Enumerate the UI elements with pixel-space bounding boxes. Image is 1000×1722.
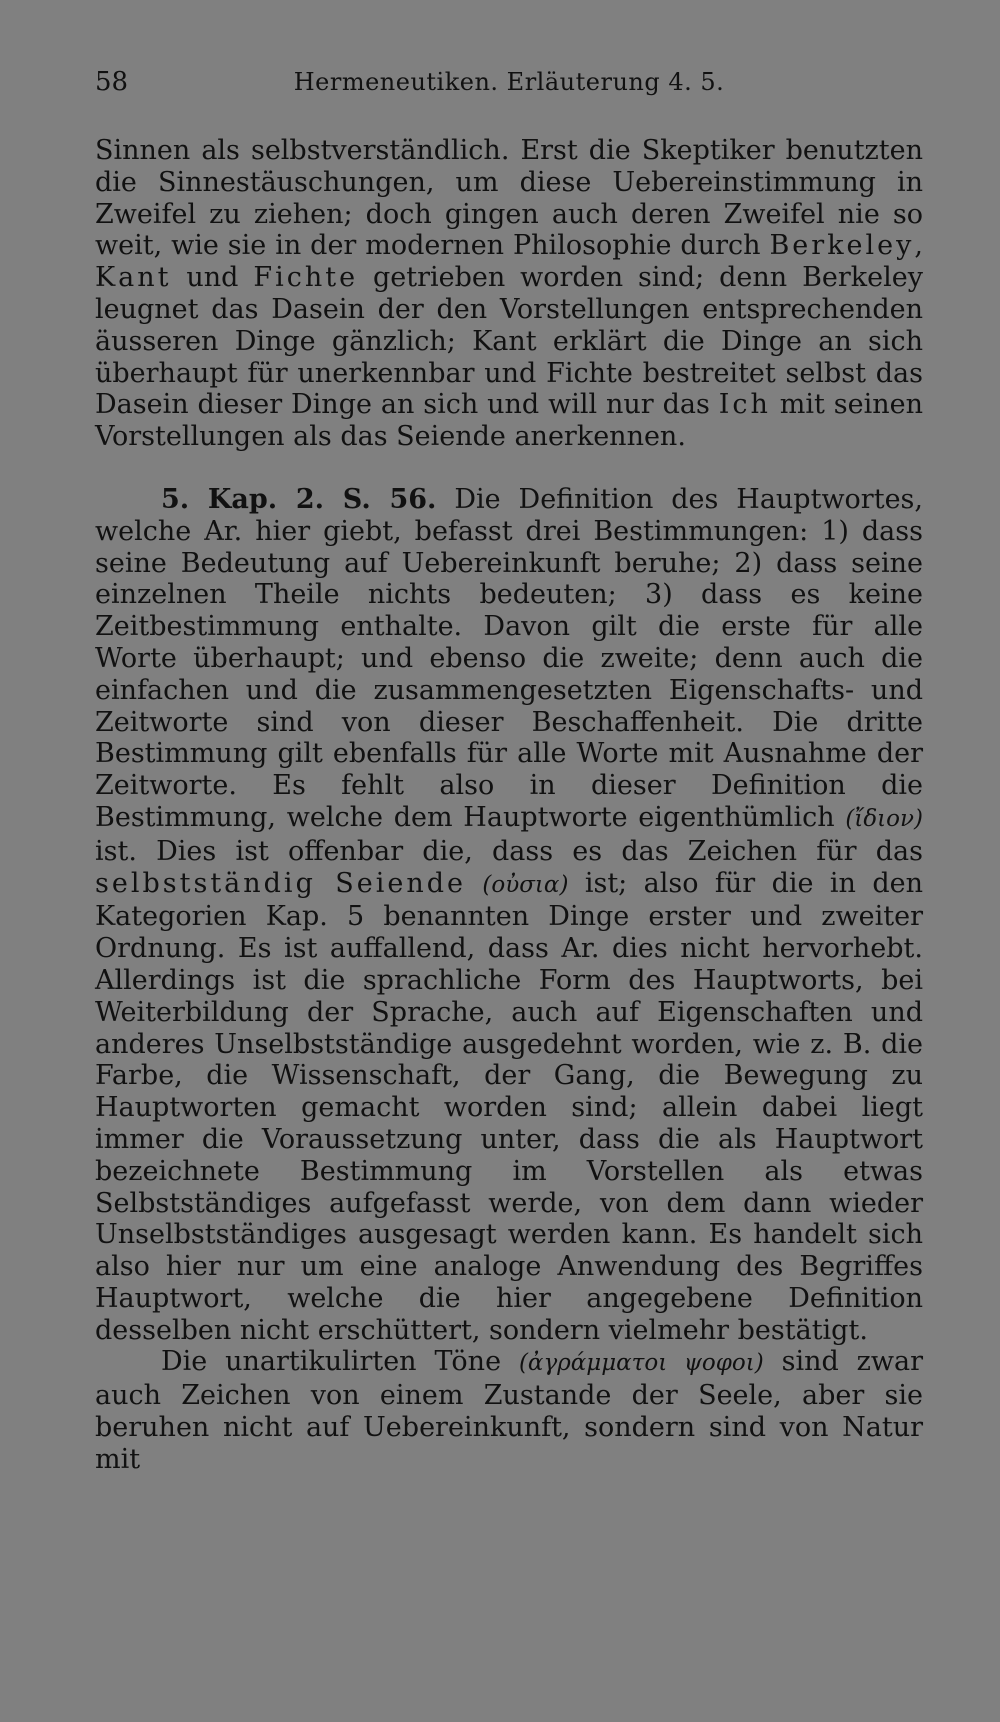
text-run: und: [171, 262, 254, 294]
greek-term-ousia: (οὐσια): [482, 871, 569, 898]
text-run: ,: [914, 230, 923, 262]
paragraph-1: [95, 135, 923, 453]
body-text: [95, 135, 923, 1476]
text-run: mit seinen Vorstellungen als das Seiende anerkennen.: [95, 389, 923, 453]
header-title: Hermeneutiken. Erläuterung 4. 5.: [293, 68, 725, 96]
text-run: Die Definition des Hauptwortes, welche Ar. hier giebt, befasst drei Bestimmungen: 1) dass seine Bedeutung auf Uebereinkunft beruhe; 2) dass seine einzelnen Theile nichts bedeuten; 3) dass es keine Zeitbestimmung enthalte. Davon gilt die erste für alle Worte überhaupt; und ebenso die zweite; denn auch die einfachen und die zusammengesetzten Eigenschafts- und Zeitworte sind von dieser Beschaffenheit. Die dritte Bestimmung gilt ebenfalls für alle Worte mit Ausnahme der Zeitworte. Es fehlt also in dieser Definition die Bestimmung, welche dem Hauptworte eigenthümlich: [95, 483, 923, 833]
page-number: 58: [95, 67, 129, 97]
text-run: ist; also für die in den Kategorien Kap. 5 benannten Dinge erster und zweiter Ordnung. Es ist auffallend, dass Ar. dies nicht hervorhebt. Allerdings ist die sprachliche Form des Hauptworts, bei Weiterbildung der Sprache, auch auf Eigenschaften und anderes Unselbstständige ausgedehnt worden, wie z. B. die Farbe, die Wissenschaft, der Gang, die Bewegung zu Hauptworten gemacht worden sind; allein dabei liegt immer die Voraussetzung unter, dass die als Hauptwort bezeichnete Bestimmung im Vorstellen als etwas Selbstständiges aufgefasst werde, von dem dann wieder Unselbstständiges ausgesagt werden kann. Es handelt sich also hier nur um eine analoge Anwendung des Begriffes Hauptwort, welche die hier angegebene Definition desselben nicht erschüttert, sondern vielmehr bestätigt.: [95, 867, 923, 1346]
paragraph-3: [95, 1346, 923, 1475]
text-run: sind zwar auch Zeichen von einem Zustande der Seele, aber sie beruhen nicht auf Uebereinkunft, sondern sind von Natur mit: [95, 1346, 923, 1475]
text-run: Sinnen als selbstverständlich. Erst die Skeptiker benutzten die Sinnestäuschungen, um diese Uebereinstimmung in Zweifel zu ziehen; doch gingen auch deren Zweifel nie so weit, wie sie in der modernen Philosophie durch: [95, 135, 923, 262]
word-ich: Ich: [718, 389, 771, 421]
section-reference: 5. Kap. 2. S. 56.: [161, 483, 437, 515]
emphasis-selbststaendig-seiende: selbstständig Seiende: [95, 867, 466, 899]
greek-term-psophoi: (ἀγράμματοι ψοφοι): [518, 1350, 764, 1377]
running-head: [95, 62, 923, 102]
text-run: Die unartikulirten Töne: [161, 1346, 519, 1378]
name-fichte: Fichte: [253, 262, 359, 294]
text-run: [466, 868, 482, 899]
book-page: [95, 62, 923, 1476]
text-run: getrieben worden sind; denn Berkeley leugnet das Dasein der den Vorstellungen entsprechenden äusseren Dinge gänzlich; Kant erklärt die Dinge an sich überhaupt für unerkennbar und Fichte bestreitet selbst das Dasein dieser Dinge an sich und will nur das: [95, 262, 924, 421]
greek-term-idion: (ἴδιον): [845, 805, 923, 832]
name-berkeley: Berkeley: [769, 230, 915, 262]
paragraph-2: [95, 484, 923, 1347]
text-run: ist. Dies ist offenbar die, dass es das Zeichen für das: [95, 835, 923, 867]
name-kant: Kant: [95, 262, 172, 294]
